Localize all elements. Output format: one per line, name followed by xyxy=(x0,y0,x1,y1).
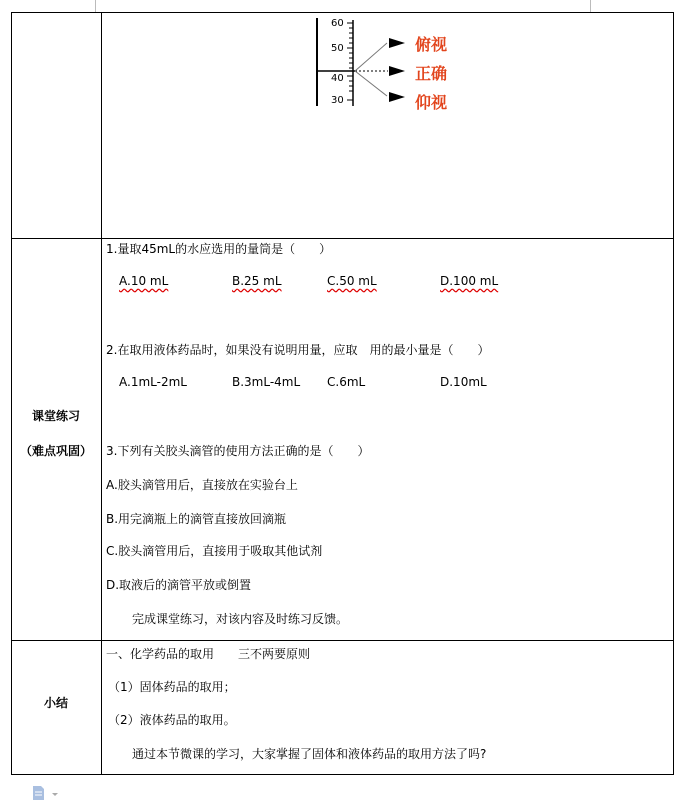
tick-50: 50 xyxy=(331,43,344,54)
paste-options-button[interactable] xyxy=(32,785,62,804)
label-look-up: 仰视 xyxy=(415,93,448,112)
q1-option-b: B.25 mL xyxy=(232,274,282,288)
question-1: 1.量取45mL的水应选用的量筒是（ ） xyxy=(106,242,332,256)
practice-note: 完成课堂练习，对该内容及时练习反馈。 xyxy=(132,612,349,626)
practice-sublabel: （难点巩固） xyxy=(19,444,92,458)
question-3: 3.下列有关胶头滴管的使用方法正确的是（ ） xyxy=(106,444,370,458)
margin-mark xyxy=(95,0,96,12)
q1-option-c: C.50 mL xyxy=(327,274,377,288)
q3-option-d: D.取液后的滴管平放或倒置 xyxy=(106,578,252,592)
tick-30: 30 xyxy=(331,95,344,106)
q3-option-b: B.用完滴瓶上的滴管直接放回滴瓶 xyxy=(106,512,287,526)
question-2: 2.在取用液体药品时，如果没有说明用量，应取 用的最小量是（ ） xyxy=(106,343,490,357)
q2-option-a: A.1mL-2mL xyxy=(119,375,187,389)
q2-option-b: B.3mL-4mL xyxy=(232,375,301,389)
q1-option-d: D.100 mL xyxy=(440,274,499,288)
document-icon xyxy=(32,785,62,801)
q2-option-d: D.10mL xyxy=(440,375,487,389)
margin-mark xyxy=(590,0,591,12)
q2-option-c: C.6mL xyxy=(327,375,366,389)
summary-label: 小结 xyxy=(43,696,68,710)
practice-label: 课堂练习 xyxy=(31,409,80,423)
tick-40: 40 xyxy=(331,73,344,84)
tick-60: 60 xyxy=(331,18,344,29)
summary-line-3: （2）液体药品的取用。 xyxy=(108,713,236,727)
label-look-down: 俯视 xyxy=(415,35,448,54)
summary-line-1: 一、化学药品的取用 三不两要原则 xyxy=(106,647,311,661)
graduated-cylinder-figure xyxy=(315,18,460,110)
q1-option-a: A.10 mL xyxy=(119,274,169,288)
q3-option-c: C.胶头滴管用后，直接用于吸取其他试剂 xyxy=(106,544,323,558)
label-correct: 正确 xyxy=(415,64,448,83)
summary-closing: 通过本节微课的学习，大家掌握了固体和液体药品的取用方法了吗? xyxy=(132,747,487,761)
q3-option-a: A.胶头滴管用后，直接放在实验台上 xyxy=(106,478,298,492)
summary-line-2: （1）固体药品的取用； xyxy=(108,680,236,694)
